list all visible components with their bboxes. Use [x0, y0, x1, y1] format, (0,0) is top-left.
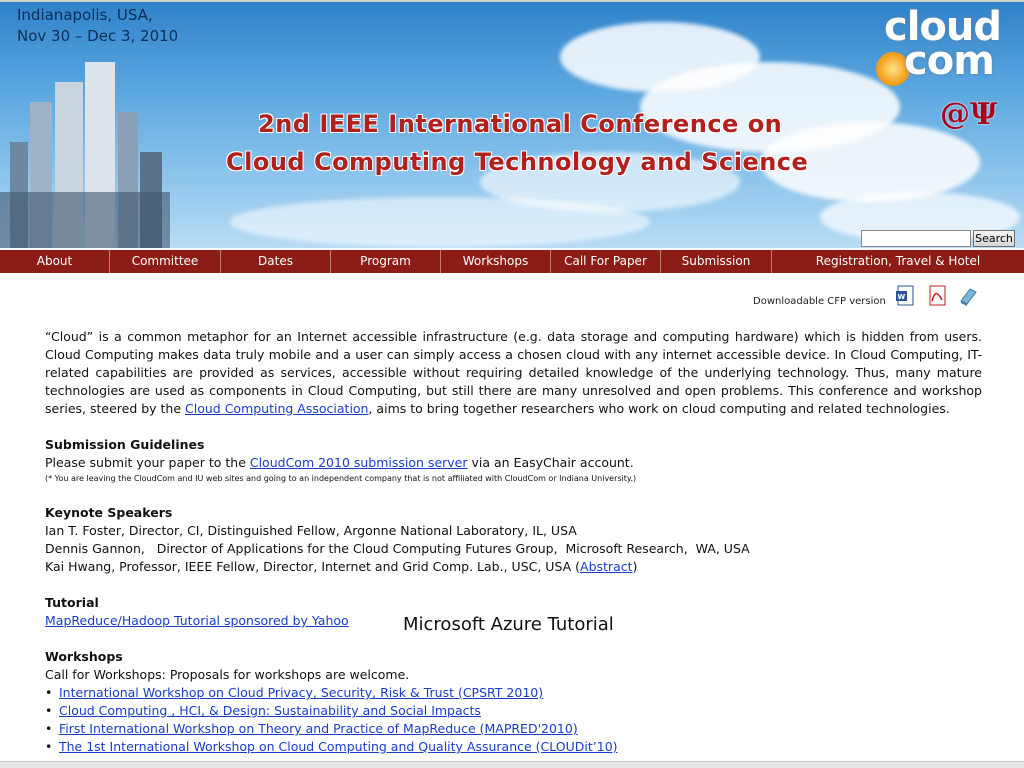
cloudcom-logo — [876, 4, 1006, 98]
intro-paragraph: “Cloud” is a common metaphor for an Internet accessible infrastructure (e.g. data storage and computing hardware) which is hidden from users. Cloud Computing makes data truly mobile and a user can simply access a chosen cloud with any internet accessible device. In Cloud Computing, IT-related capabilities are provided as services, accessible without requiring detailed knowledge of the underlying technology. Thus, many mature technologies are used as components in Cloud Computing, but still there are many unresolved and open problems. This conference and workshop series, steered by the Cloud Computing Association, aims to bring together researchers who work on cloud computing and related technologies. — [45, 329, 982, 416]
word-document-icon[interactable] — [895, 285, 915, 307]
nav-item-program[interactable]: Program — [331, 250, 441, 273]
submission-server-link[interactable]: CloudCom 2010 submission server — [249, 455, 468, 470]
conference-dates: Nov 30 – Dec 3, 2010 — [17, 27, 179, 45]
indiana-university-logo: @Ψ — [940, 97, 998, 132]
conference-location: Indianapolis, USA, — [17, 6, 153, 24]
search-input[interactable] — [861, 230, 971, 247]
nav-item-submission[interactable]: Submission — [661, 250, 772, 273]
nav-item-registration[interactable]: Registration, Travel & Hotel — [815, 254, 981, 268]
city-skyline-image — [0, 62, 170, 248]
abstract-link[interactable]: Abstract — [580, 559, 633, 574]
workshops-intro: Call for Workshops: Proposals for workshops are welcome. — [45, 667, 410, 682]
list-item — [59, 738, 982, 756]
keynote-section — [45, 504, 982, 576]
svg-text:W: W — [897, 293, 906, 301]
conference-title-line2: Cloud Computing Technology and Science — [226, 148, 809, 176]
submission-heading: Submission Guidelines — [45, 437, 205, 452]
tutorial-heading: Tutorial — [45, 595, 99, 610]
main-content — [45, 328, 982, 756]
keynote-speaker-1: Ian T. Foster, Director, CI, Distinguished Fellow, Argonne National Laboratory, IL, USA — [45, 523, 577, 538]
submission-section: Submission Guidelines Please submit your paper to the CloudCom 2010 submission server via an EasyChair account. (* You are leaving the CloudCom and IU web sites and going to an independent company that is not affiliated with CloudCom or Indiana University.) — [45, 436, 982, 486]
nav-item-about[interactable]: About — [0, 250, 110, 273]
mapreduce-tutorial-link[interactable]: MapReduce/Hadoop Tutorial sponsored by Yahoo — [45, 613, 349, 628]
submission-note: (* You are leaving the CloudCom and IU web sites and going to an independent company that is not affiliated with CloudCom or Indiana University.) — [45, 474, 637, 483]
cloud-computing-association-link[interactable]: Cloud Computing Association — [185, 401, 369, 416]
list-item — [59, 702, 982, 720]
workshop-link-hci[interactable]: Cloud Computing , HCI, & Design: Sustainability and Social Impacts — [59, 703, 481, 718]
workshops-heading: Workshops — [45, 649, 123, 664]
keynote-heading: Keynote Speakers — [45, 505, 173, 520]
nav-item-committee[interactable]: Committee — [110, 250, 221, 273]
logo-text-com: com — [904, 38, 994, 84]
workshop-link-mapred[interactable]: First International Workshop on Theory and Practice of MapReduce (MAPRED'2010) — [59, 721, 578, 736]
text-document-icon[interactable] — [958, 285, 978, 307]
window-bottom-edge — [0, 761, 1024, 768]
workshops-section — [45, 648, 982, 756]
workshops-list — [45, 684, 982, 756]
list-item — [59, 720, 982, 738]
nav-item-call-for-paper[interactable]: Call For Paper — [551, 250, 661, 273]
logo-text-cloud: cloud — [884, 4, 1002, 50]
pdf-document-icon[interactable] — [927, 285, 947, 307]
azure-tutorial-text: Microsoft Azure Tutorial — [403, 614, 614, 635]
list-item — [59, 684, 982, 702]
workshop-link-cloudit[interactable]: The 1st International Workshop on Cloud Computing and Quality Assurance (CLOUDit’10) — [59, 739, 618, 754]
nav-item-workshops[interactable]: Workshops — [441, 250, 551, 273]
keynote-speaker-2: Dennis Gannon, Director of Applications for the Cloud Computing Futures Group, Microsoft Research, WA, USA — [45, 541, 750, 556]
keynote-speaker-3: Kai Hwang, Professor, IEEE Fellow, Director, Internet and Grid Comp. Lab., USC, USA (Abstract) — [45, 559, 638, 574]
cfp-download-label: Downloadable CFP version — [753, 296, 886, 307]
conference-title-line1: 2nd IEEE International Conference on — [258, 110, 783, 138]
search-button[interactable]: Search — [973, 230, 1015, 247]
header-banner — [0, 0, 1024, 248]
nav-item-dates[interactable]: Dates — [221, 250, 331, 273]
workshop-link-cpsrt[interactable]: International Workshop on Cloud Privacy, Security, Risk & Trust (CPSRT 2010) — [59, 685, 544, 700]
main-nav — [0, 250, 1024, 273]
